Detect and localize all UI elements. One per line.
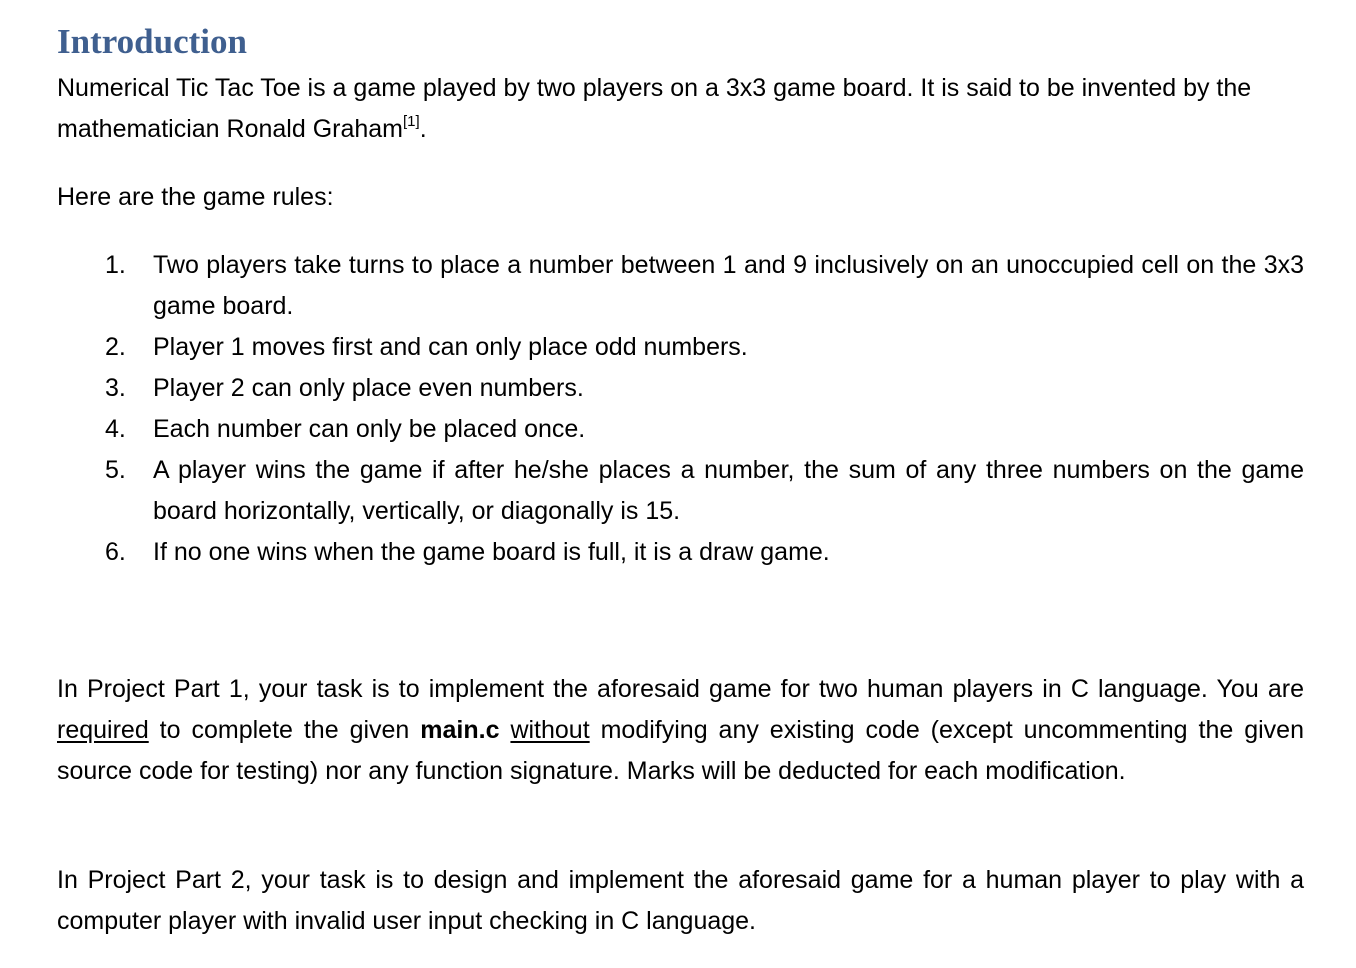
rule-number: 6. <box>105 538 126 566</box>
rules-list <box>57 245 1304 573</box>
rules-lead: Here are the game rules: <box>57 183 334 211</box>
section-heading: Introduction <box>57 22 247 61</box>
required-emphasis: required <box>57 716 149 744</box>
intro-paragraph <box>57 68 1304 150</box>
rule-text: A player wins the game if after he/she places a number, the sum of any three numbers on the game board horizontally, vertically, or diagonally is 15. <box>153 456 1304 525</box>
part1-text: modifying any existing code (except uncommenting the given source code for testing) nor any function signature. Marks will be deducted for each modification. <box>57 716 1304 785</box>
rule-text: Two players take turns to place a number between 1 and 9 inclusively on an unoccupied cell on the 3x3 game board. <box>153 251 1304 320</box>
rule-text: Player 1 moves first and can only place odd numbers. <box>153 333 748 361</box>
rule-item <box>57 532 1304 573</box>
rule-item <box>57 409 1304 450</box>
part1-text: to complete the given <box>148 716 421 744</box>
part2-paragraph: In Project Part 2, your task is to design and implement the aforesaid game for a human player to play with a computer player with invalid user input checking in C language. <box>57 866 1304 935</box>
without-emphasis: without <box>510 716 590 744</box>
rule-number: 5. <box>105 456 126 484</box>
rule-item <box>57 327 1304 368</box>
part1-text <box>499 716 510 744</box>
filename-emphasis: main.c <box>420 716 500 744</box>
rule-number: 4. <box>105 415 126 443</box>
part1-paragraph <box>57 669 1304 792</box>
citation-reference[interactable]: [1] <box>403 113 420 130</box>
rule-number: 1. <box>105 251 126 279</box>
rule-number: 2. <box>105 333 126 361</box>
rule-text: If no one wins when the game board is full, it is a draw game. <box>153 538 830 566</box>
rule-number: 3. <box>105 374 126 402</box>
rule-item <box>57 368 1304 409</box>
rule-text: Player 2 can only place even numbers. <box>153 374 584 402</box>
intro-text: Numerical Tic Tac Toe is a game played by two players on a 3x3 game board. It is said to be invented by the mathematician Ronald Graham <box>57 74 1252 143</box>
rule-item <box>57 245 1304 327</box>
rule-item <box>57 450 1304 532</box>
rule-text: Each number can only be placed once. <box>153 415 586 443</box>
intro-end: . <box>419 115 427 143</box>
part1-text: In Project Part 1, your task is to implement the aforesaid game for two human players in C language. You are <box>57 675 1304 703</box>
